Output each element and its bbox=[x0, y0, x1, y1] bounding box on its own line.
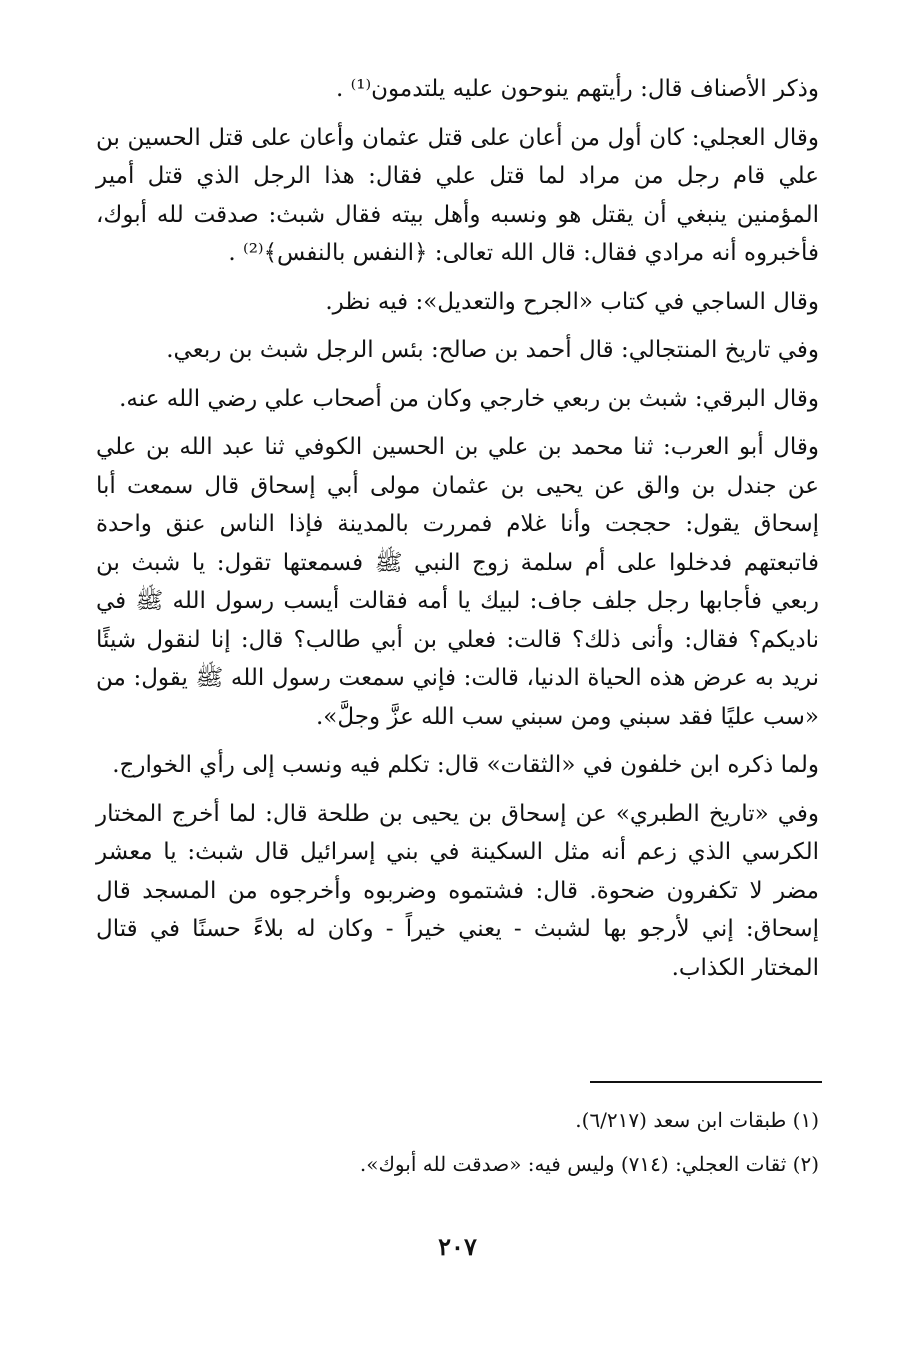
footnote-2: (٢) ثقات العجلي: (٧١٤) وليس فيه: «صدقت لله أبوك». bbox=[359, 1152, 819, 1176]
paragraph-2: وقال العجلي: كان أول من أعان على قتل عثمان وأعان على قتل الحسين بن علي قام رجل من مراد لما قتل علي فقال: هذا الرجل الذي قتل أمير المؤمنين ينبغي أن يقتل هو ونسبه وأهل بيته فقال شبث: صدقت لله أبوك، فأخبروه أنه مرادي فقال: قال الله تعالى: ﴿النفس بالنفس﴾⁽²⁾ . bbox=[96, 124, 819, 266]
paragraph-4: وفي تاريخ المنتجالي: قال أحمد بن صالح: بئس الرجل شبث بن ربعي. bbox=[166, 337, 819, 363]
main-text bbox=[96, 70, 819, 997]
footnote-1: (١) طبقات ابن سعد (٦/٢١٧). bbox=[575, 1108, 819, 1132]
page-number: ٢٠٧ bbox=[438, 1232, 477, 1261]
footnotes bbox=[96, 1098, 819, 1186]
paragraph-3: وقال الساجي في كتاب «الجرح والتعديل»: فيه نظر. bbox=[325, 288, 819, 315]
paragraph-7: ولما ذكره ابن خلفون في «الثقات» قال: تكلم فيه ونسب إلى رأي الخوارج. bbox=[112, 752, 819, 778]
footnote-separator bbox=[590, 1081, 822, 1083]
paragraph-1: وذكر الأصناف قال: رأيتهم ينوحون عليه يلتدمون⁽¹⁾ . bbox=[335, 76, 819, 102]
paragraph-8: وفي «تاريخ الطبري» عن إسحاق بن يحيى بن طلحة قال: لما أخرج المختار الكرسي الذي زعم أنه مثل السكينة في بني إسرائيل قال شبث: يا معشر مضر لا تكفرون ضحوة. قال: فشتموه وضربوه وأخرجوه من المسجد قال إسحاق: إني لأرجو بها لشبث - يعني خيراً - وكان له بلاءً حسنًا في قتال المختار الكذاب. bbox=[96, 800, 819, 981]
paragraph-5: وقال البرقي: شبث بن ربعي خارجي وكان من أصحاب علي رضي الله عنه. bbox=[119, 385, 819, 412]
paragraph-6: وقال أبو العرب: ثنا محمد بن علي بن الحسين الكوفي ثنا عبد الله بن علي عن جندل بن والق عن يحيى بن عثمان مولى أبي إسحاق قال سمعت أبا إسحاق يقول: حججت وأنا غلام فمررت بالمدينة فإذا الناس عنق واحدة فاتبعتهم فدخلوا على أم سلمة زوج النبي ﷺ فسمعتها تقول: يا شبث بن ربعي فأجابها رجل جلف جاف: لبيك يا أمه فقالت أيسب رسول الله ﷺ في ناديكم؟ فقال: وأنى ذلك؟ قالت: فعلي بن أبي طالب؟ قال: إنا لنقول شيئًا نريد به عرض هذه الحياة الدنيا، قالت: فإني سمعت رسول الله ﷺ يقول: من «سب عليًا فقد سبني ومن سبني سب الله عزَّ وجلَّ». bbox=[96, 434, 819, 730]
